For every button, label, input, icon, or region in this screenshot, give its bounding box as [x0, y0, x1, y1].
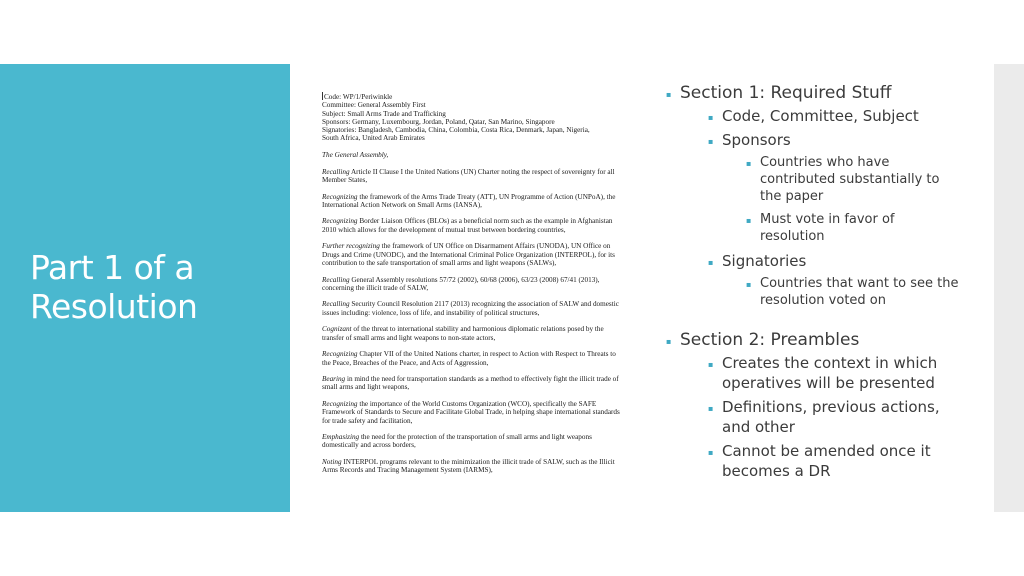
- clause-text: the importance of the World Customs Organization (WCO), specifically the SAFE Framework of Standards to Secure and Facilitate Global Trade, in helping shape international standards for trade safety and facilitation,: [322, 399, 620, 425]
- resolution-document-image: [322, 92, 622, 512]
- preamble-clause: [322, 168, 622, 185]
- preamble-clauses: [322, 168, 622, 475]
- bullet-marker-icon: ▪: [666, 337, 672, 346]
- doc-body-intro: The General Assembly,: [322, 151, 389, 160]
- clause-text: the framework of the Arms Trade Treaty (ATT), UN Programme of Action (UNPoA), the International Action Network on Small Arms (IANSA),: [322, 192, 616, 209]
- right-edge-strip: [994, 64, 1024, 512]
- clause-text: Security Council Resolution 2117 (2013) recognizing the association of SALW and domestic issues including: violence, loss of life, and instability of political structures,: [322, 300, 619, 317]
- clause-lead: Recalling: [322, 167, 350, 176]
- clause-lead: Bearing: [322, 375, 346, 384]
- clause-text: Border Liaison Offices (BLOs) as a beneficial norm such as the example in Afghanistan 2010 which allows for the development of mutual trust between bordering countries,: [322, 217, 613, 234]
- preamble-clause: [322, 325, 622, 342]
- preamble-clause: [322, 458, 622, 475]
- doc-header-line: Sponsors: Germany, Luxembourg, Jordan, Poland, Qatar, San Marino, Singapore: [322, 117, 555, 126]
- preamble-clause: [322, 276, 622, 293]
- doc-header-line: Signatories: Bangladesh, Cambodia, China, Colombia, Costa Rica, Denmark, Japan, Nigeria,: [322, 126, 590, 135]
- clause-text: the need for the protection of the transportation of small arms and light weapons domestically and across borders,: [322, 433, 592, 450]
- clause-text: Article II Clause I the United Nations (UN) Charter noting the respect of sovereignty for all Member States,: [322, 167, 615, 184]
- preamble-clause: [322, 400, 622, 425]
- bullet-item: ▪ Signatories: [662, 251, 962, 271]
- slide-title: Part 1 of a Resolution: [30, 248, 198, 326]
- preamble-clause: [322, 375, 622, 392]
- preamble-clause: [322, 242, 622, 267]
- bullet-marker-icon: ▪: [746, 159, 752, 168]
- bullet-subitem: ▪ Must vote in favor of resolution: [746, 212, 895, 244]
- document-header: [322, 92, 622, 143]
- bullet-section-2: ▪ Section 2: Preambles: [662, 329, 962, 351]
- bullet-subitem: ▪ Countries who have contributed substantially to the paper: [746, 155, 940, 204]
- bullet-marker-icon: ▪: [708, 258, 714, 267]
- doc-header-line: South Africa, United Arab Emirates: [322, 134, 425, 143]
- bullet-item: ▪ Definitions, previous actions, and other: [708, 398, 940, 436]
- clause-lead: Recognizing: [322, 192, 358, 201]
- bullet-marker-icon: ▪: [708, 360, 714, 369]
- text-cursor: [322, 92, 323, 100]
- clause-lead: Cognizant: [322, 325, 352, 334]
- preamble-clause: [322, 217, 622, 234]
- bullet-marker-icon: ▪: [746, 216, 752, 225]
- clause-text: of the threat to international stability and harmonious diplomatic relations posed by the transfer of small arms and light weapons to non-state actors,: [322, 325, 604, 342]
- bullet-marker-icon: ▪: [708, 137, 714, 146]
- bullet-section-1: ▪ Section 1: Required Stuff: [662, 82, 962, 104]
- clause-text: Chapter VII of the United Nations charter, in respect to Action with Respect to Threats to the Peace, Breaches of the Peace, and Acts of Aggression,: [322, 350, 616, 367]
- bullet-item: ▪ Sponsors: [662, 130, 962, 150]
- doc-header-line: Code: WP/1/Periwinkle: [324, 93, 393, 101]
- clause-lead: Recalling: [322, 275, 350, 284]
- clause-text: INTERPOL programs relevant to the minimization the illicit trade of SALW, such as the Illicit Arms Records and Tracing Management System (IARMS),: [322, 458, 615, 475]
- preamble-clause: [322, 350, 622, 367]
- clause-lead: Recalling: [322, 300, 350, 309]
- clause-lead: Recognizing: [322, 399, 358, 408]
- clause-text: the framework of UN Office on Disarmament Affairs (UNODA), UN Office on Drugs and Crime (UNODC), and the International Criminal Police Organization (INTERPOL), for its contribution to the safe transportation of small arms and light weapons (SALWs),: [322, 242, 615, 267]
- bullet-marker-icon: ▪: [666, 90, 672, 99]
- clause-lead: Emphasizing: [322, 433, 360, 442]
- bullet-marker-icon: ▪: [708, 404, 714, 413]
- clause-lead: Recognizing: [322, 350, 358, 359]
- doc-header-line: Subject: Small Arms Trade and Trafficking: [322, 109, 446, 118]
- clause-lead: Noting: [322, 458, 342, 467]
- doc-header-line: Committee: General Assembly First: [322, 101, 426, 110]
- clause-text: in mind the need for transportation standards as a method to effectively fight the illicit trade of small arms and light weapons,: [322, 375, 619, 392]
- bullet-marker-icon: ▪: [746, 280, 752, 289]
- bullet-item: ▪ Creates the context in which operatives will be presented: [708, 354, 938, 392]
- preamble-clause: [322, 433, 622, 450]
- preamble-clause: [322, 300, 622, 317]
- bullet-list: [662, 82, 962, 485]
- bullet-item: ▪ Code, Committee, Subject: [662, 106, 962, 126]
- clause-text: General Assembly resolutions 57/72 (2002), 60/68 (2006), 63/23 (2008) 67/41 (2013), concerning the illicit trade of SALW,: [322, 275, 600, 292]
- bullet-marker-icon: ▪: [708, 448, 714, 457]
- clause-lead: Further recognizing: [322, 242, 380, 251]
- bullet-item: ▪ Cannot be amended once it becomes a DR: [708, 442, 931, 480]
- bullet-subitem: ▪ Countries that want to see the resolution voted on: [746, 276, 959, 308]
- bullet-marker-icon: ▪: [708, 113, 714, 122]
- clause-lead: Recognizing: [322, 217, 358, 226]
- preamble-clause: [322, 193, 622, 210]
